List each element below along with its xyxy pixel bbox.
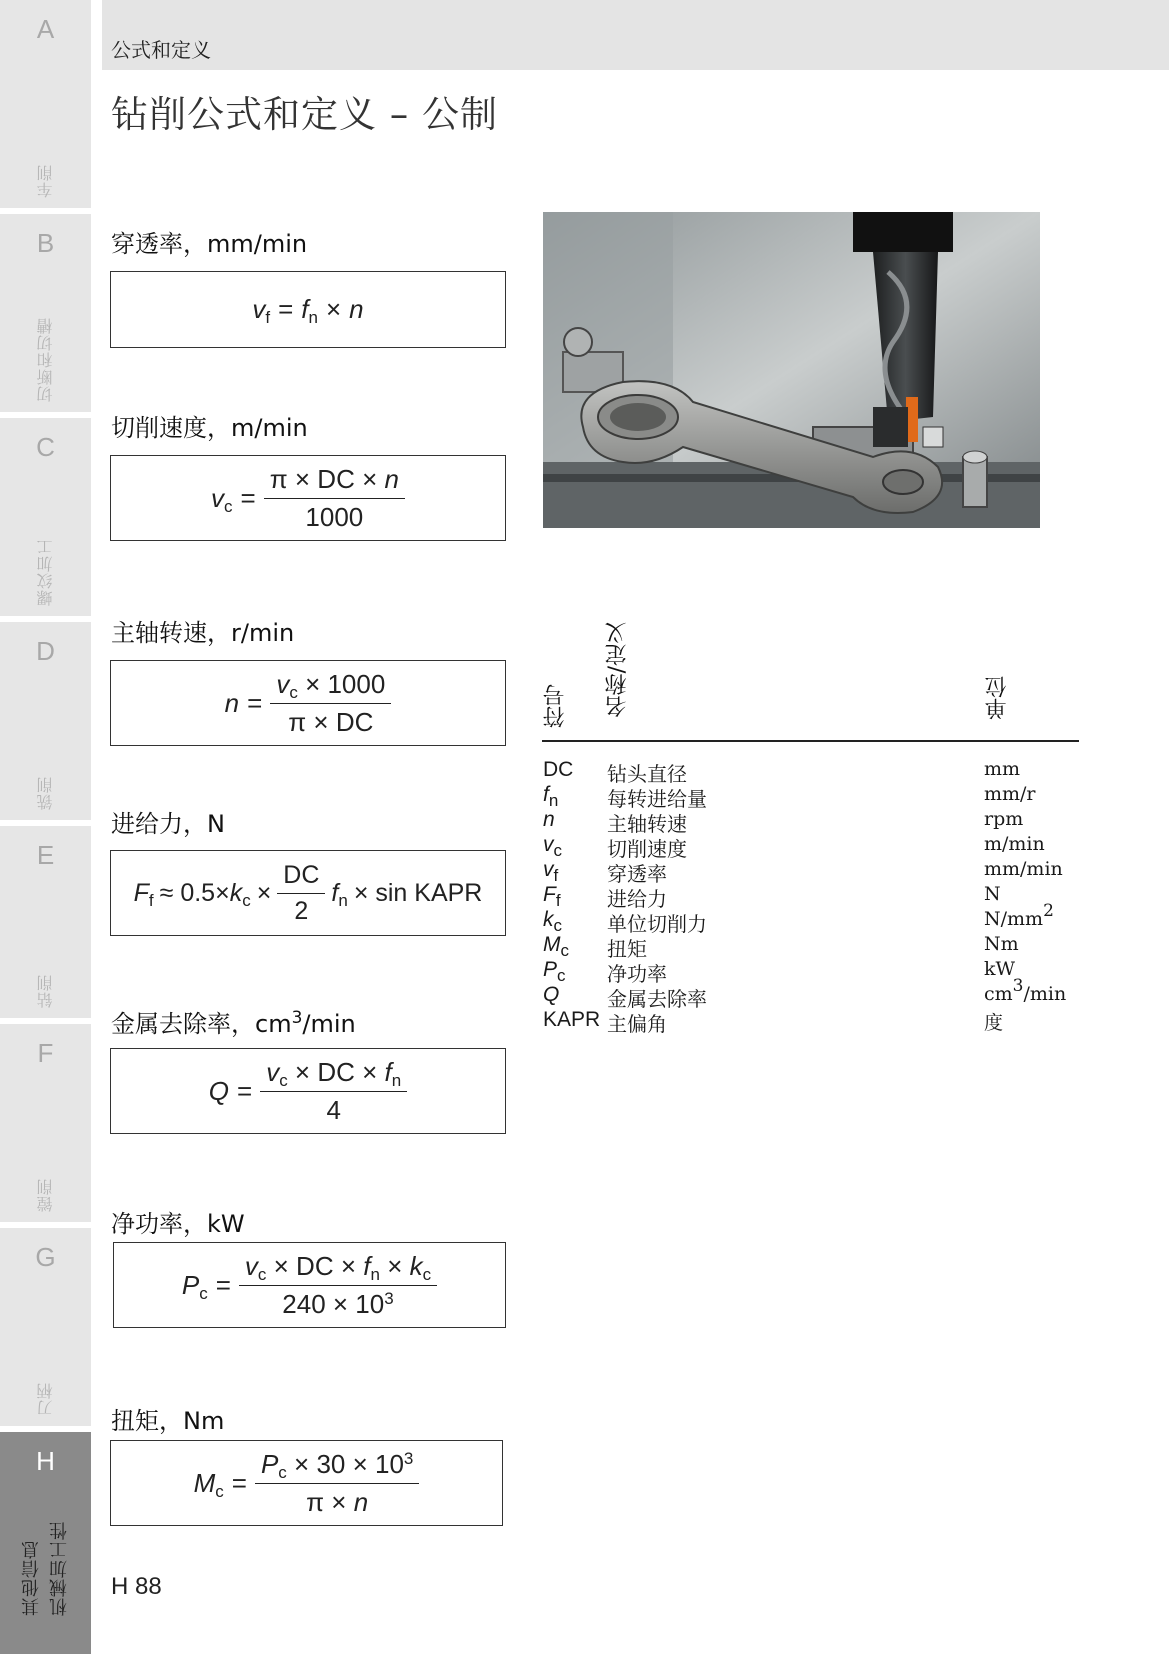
symbol-cell — [543, 883, 561, 910]
operator: × — [325, 294, 342, 324]
unit-text: cm — [984, 983, 1013, 1005]
denominator: π × — [306, 1486, 347, 1517]
symbol: n — [353, 1486, 369, 1517]
name-cell: 净功率 — [607, 962, 667, 986]
unit-cell: Nm — [984, 933, 1019, 955]
table-row — [543, 901, 1083, 936]
symbol: n — [349, 294, 364, 324]
tab-letter: A — [36, 14, 55, 44]
formula-box-pc — [113, 1242, 506, 1328]
operator: = — [278, 294, 294, 324]
symbol-text: KAPR — [543, 1008, 601, 1031]
fraction — [264, 464, 405, 533]
tab-label: 切断和切槽 — [36, 317, 55, 402]
table-header-unit: 单位 — [985, 676, 1010, 720]
symbol: f — [384, 1056, 392, 1087]
tab-letter: B — [36, 228, 55, 258]
tab-label: 钻削 — [36, 974, 55, 1008]
symbol-cell — [543, 833, 562, 860]
subscript: n — [391, 1070, 402, 1090]
formula-heading-mc: 扭矩，Nm — [111, 1407, 225, 1435]
heading-text: /min — [302, 1010, 356, 1038]
drilling-photo — [543, 212, 1040, 528]
section-label: 公式和定义 — [111, 38, 211, 62]
subscript: c — [422, 1264, 432, 1284]
operator: = — [247, 687, 263, 718]
table-row — [543, 808, 1083, 836]
name-cell: 钻头直径 — [607, 762, 687, 786]
tab-d[interactable] — [0, 622, 91, 820]
table-row — [543, 783, 1083, 811]
symbol: Q — [208, 1075, 229, 1106]
page-number: H 88 — [111, 1573, 162, 1600]
tab-h[interactable] — [0, 1432, 91, 1654]
numerator: DC — [277, 861, 325, 894]
tab-c[interactable] — [0, 418, 91, 616]
tab-letter: F — [37, 1038, 54, 1068]
superscript: 3 — [1012, 976, 1024, 996]
tab-letter: D — [36, 636, 55, 666]
symbol-cell — [543, 1008, 600, 1032]
subscript: c — [557, 966, 566, 985]
operator: × — [387, 1250, 403, 1281]
name-cell: 金属去除率 — [607, 987, 707, 1011]
subscript: n — [338, 890, 348, 910]
numerator-text: × DC × — [273, 1250, 357, 1281]
unit-text: N/mm — [984, 908, 1044, 930]
symbol: n — [384, 463, 399, 494]
fraction — [277, 861, 325, 926]
symbol: P — [181, 1269, 200, 1300]
operator: = — [215, 1269, 231, 1300]
symbol: v — [244, 1250, 258, 1281]
tab-label: 镗削 — [36, 1178, 55, 1212]
formula-box-vc — [110, 455, 506, 541]
operator: × — [256, 878, 272, 907]
denominator: π × DC — [288, 706, 374, 737]
table-row — [543, 1008, 1083, 1036]
symbol-cell — [543, 758, 573, 782]
formula-box-vf — [110, 271, 506, 348]
formula-box-ff — [110, 850, 506, 936]
symbol: v — [211, 482, 225, 513]
table-divider — [542, 740, 1079, 742]
subscript: n — [548, 791, 559, 810]
operator: ≈ 0.5× — [159, 878, 230, 907]
subscript: f — [148, 890, 154, 910]
symbol: M — [193, 1467, 216, 1498]
tab-g[interactable] — [0, 1228, 91, 1426]
subscript: c — [257, 1264, 267, 1284]
tab-label-line1: 机械加工性 — [48, 1521, 70, 1616]
unit-cell: rpm — [984, 808, 1024, 830]
symbol-text: k — [543, 908, 554, 931]
subscript: c — [215, 1481, 224, 1501]
symbol: v — [276, 668, 290, 699]
subscript: c — [553, 916, 562, 935]
numerator-text: × 30 × 10 — [294, 1448, 404, 1479]
tab-b[interactable] — [0, 214, 91, 412]
unit-text: /min — [1023, 983, 1067, 1005]
name-cell: 扭矩 — [607, 937, 647, 961]
subscript: c — [278, 1462, 287, 1482]
formula-heading-vf: 穿透率，mm/min — [111, 230, 308, 258]
unit-cell: mm/min — [984, 858, 1063, 880]
table-row — [543, 976, 1083, 1011]
symbol-cell — [543, 783, 559, 810]
denominator: 1000 — [305, 501, 364, 532]
unit-cell: m/min — [984, 833, 1045, 855]
formula-heading-vc: 切削速度，m/min — [111, 414, 308, 442]
table-header-name: 名称/定义 — [605, 622, 630, 718]
tab-e[interactable] — [0, 826, 91, 1018]
tab-f[interactable] — [0, 1024, 91, 1222]
operator: = — [240, 482, 256, 513]
fraction — [270, 669, 391, 738]
subscript: c — [279, 1070, 288, 1090]
name-cell: 穿透率 — [607, 862, 667, 886]
tab-label: 刀柄 — [36, 1382, 55, 1416]
superscript: 3 — [291, 1008, 303, 1028]
symbol-text: P — [543, 958, 558, 981]
tab-label: 车削 — [36, 164, 55, 198]
unit-cell: kW — [984, 958, 1016, 980]
formula-heading-ff: 进给力，N — [111, 810, 225, 838]
operator: = — [237, 1075, 253, 1106]
symbol: k — [229, 878, 243, 907]
symbol: n — [224, 687, 240, 718]
name-cell: 主偏角 — [607, 1012, 667, 1036]
tab-label: 螺纹加工 — [36, 538, 55, 606]
unit-cell: N — [984, 883, 1001, 905]
symbol: P — [260, 1448, 279, 1479]
table-row — [543, 833, 1083, 861]
header-bar — [102, 0, 1169, 70]
tab-letter: G — [35, 1242, 56, 1272]
symbol: f — [331, 878, 339, 907]
unit-cell: mm — [984, 758, 1021, 780]
unit-cell: mm/r — [984, 783, 1036, 805]
symbol-cell — [543, 958, 566, 985]
subscript: f — [265, 308, 271, 327]
denominator: 2 — [294, 896, 309, 925]
table-row — [543, 858, 1083, 886]
tab-letter: C — [36, 432, 55, 462]
denominator: 4 — [326, 1094, 341, 1125]
tab-letter: E — [36, 840, 55, 870]
subscript: c — [289, 682, 298, 702]
name-cell: 单位切削力 — [607, 912, 707, 936]
superscript: 2 — [1043, 901, 1054, 921]
formula-heading-pc: 净功率，kW — [111, 1210, 245, 1238]
fraction — [239, 1251, 437, 1320]
tab-label: 铣削 — [36, 776, 55, 810]
fraction — [260, 1057, 407, 1126]
symbol-cell — [543, 858, 559, 885]
chapter-tabs — [0, 0, 91, 1654]
name-cell: 进给力 — [607, 887, 667, 911]
symbol-cell — [543, 808, 555, 832]
subscript: f — [555, 891, 561, 910]
symbol-cell — [543, 933, 569, 960]
fraction — [255, 1449, 419, 1518]
table-row — [543, 958, 1083, 986]
tab-label-line2: 其他信息 — [20, 1540, 42, 1616]
table-header-symbol: 符号 — [543, 684, 568, 728]
formula-box-mc — [110, 1440, 503, 1526]
superscript: 3 — [384, 1288, 394, 1308]
symbol-cell — [543, 908, 562, 935]
symbol-text: f — [543, 783, 549, 806]
name-cell: 主轴转速 — [607, 812, 687, 836]
symbol-text: M — [543, 933, 561, 956]
formula-box-q — [110, 1048, 506, 1134]
numerator-text: × DC × — [294, 1056, 378, 1087]
table-row — [543, 758, 1083, 786]
tab-letter: H — [36, 1446, 55, 1476]
symbol: v — [266, 1056, 280, 1087]
name-cell: 切削速度 — [607, 837, 687, 861]
numerator-text: π × DC × — [269, 463, 378, 494]
heading-text: 金属去除率，cm — [111, 1010, 292, 1038]
symbol: v — [252, 294, 266, 324]
subscript: c — [560, 941, 569, 960]
subscript: c — [242, 890, 251, 910]
operator: = — [231, 1467, 247, 1498]
subscript: f — [553, 866, 559, 885]
superscript: 3 — [403, 1448, 414, 1468]
subscript: c — [199, 1283, 208, 1303]
formula-heading-n: 主轴转速，r/min — [111, 619, 295, 647]
symbol: f — [301, 294, 309, 324]
unit-cell: 度 — [984, 1012, 1004, 1034]
symbol-text: v — [543, 858, 554, 881]
symbol-text: DC — [543, 758, 574, 781]
symbol: F — [133, 878, 149, 907]
unit-cell — [984, 976, 1067, 1005]
symbol-text: n — [543, 808, 555, 831]
formula-box-n — [110, 660, 506, 746]
subscript: n — [308, 308, 318, 327]
symbol-text: Q — [543, 983, 560, 1006]
subscript: n — [370, 1264, 380, 1284]
tab-a[interactable] — [0, 0, 91, 208]
symbol: f — [363, 1250, 371, 1281]
subscript: c — [553, 841, 562, 860]
symbol: k — [409, 1250, 423, 1281]
denominator: 240 × 10 — [282, 1288, 385, 1319]
symbol-text: v — [543, 833, 554, 856]
page-title: 钻削公式和定义 – 公制 — [111, 93, 499, 136]
subscript: c — [224, 496, 233, 516]
symbol-text: F — [543, 883, 556, 906]
formula-tail: × sin KAPR — [353, 878, 483, 907]
numerator-text: × 1000 — [305, 668, 386, 699]
unit-cell — [984, 901, 1054, 930]
table-row — [543, 883, 1083, 911]
formula-heading-q — [111, 1004, 356, 1039]
name-cell: 每转进给量 — [607, 787, 707, 811]
table-row — [543, 933, 1083, 961]
symbol-cell — [543, 983, 559, 1007]
